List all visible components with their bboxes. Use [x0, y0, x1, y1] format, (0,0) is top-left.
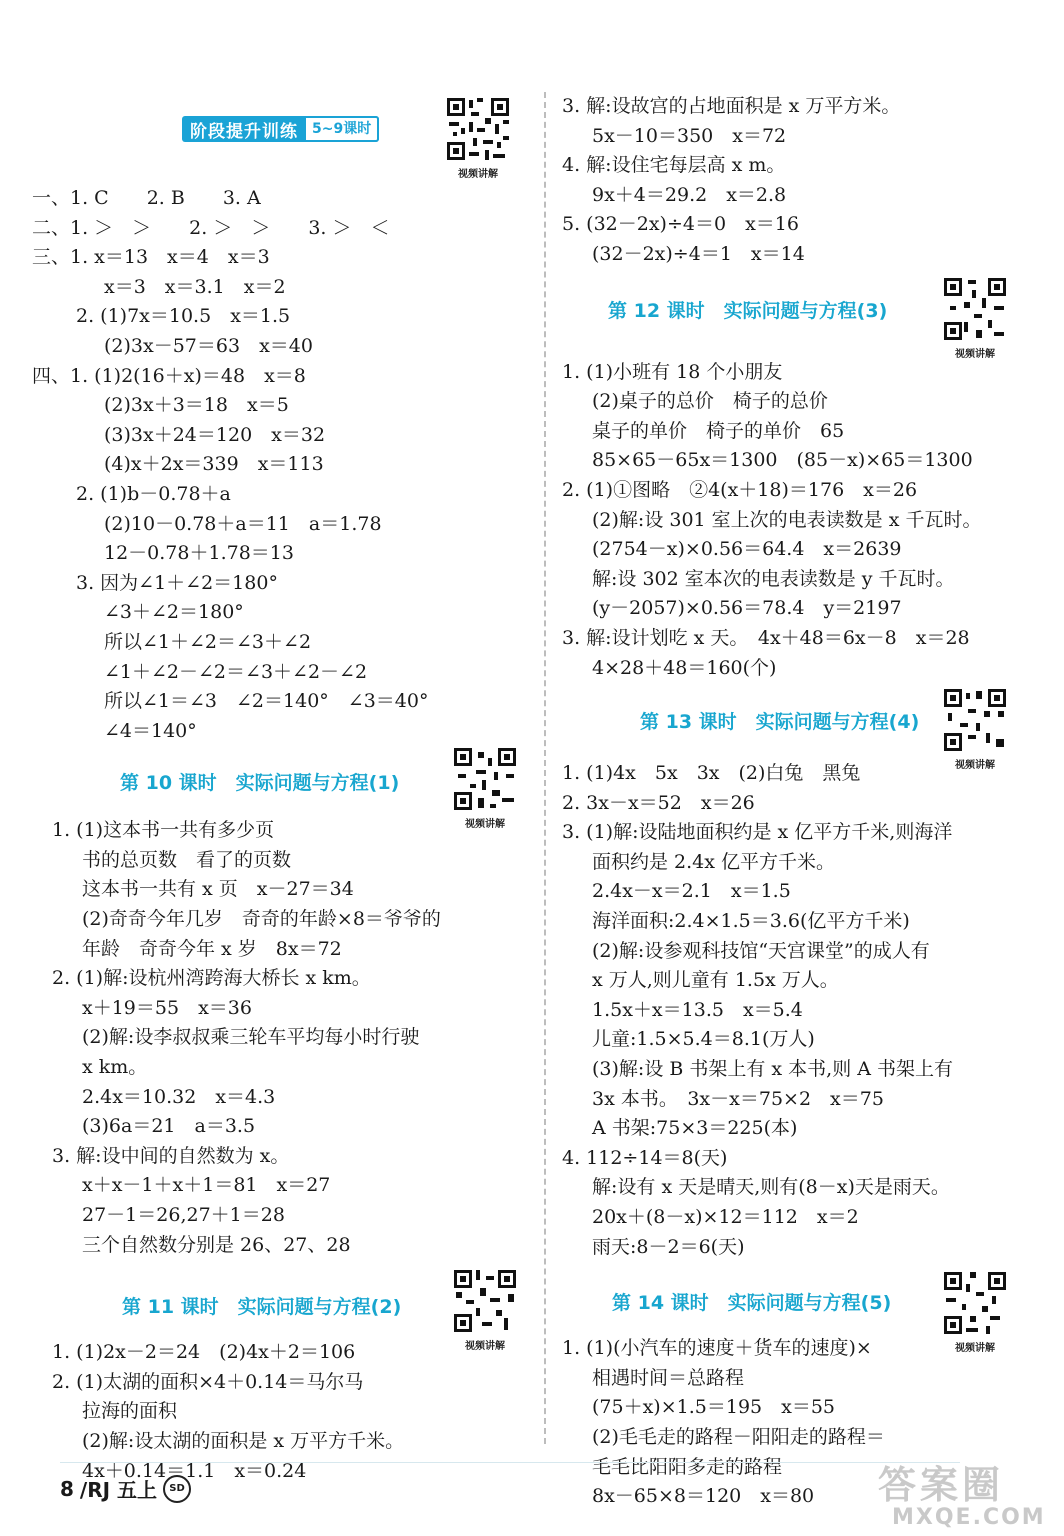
answer-line: (2)解:设李叔叔乘三轮车平均每小时行驶	[82, 1026, 420, 1049]
answer-line: 年龄 奇奇今年 x 岁 8x＝72	[82, 937, 342, 960]
answer-line: (2)桌子的总价 椅子的总价	[592, 390, 828, 413]
lesson-title: 第 12 课时 实际问题与方程(3)	[608, 299, 888, 322]
qr-icon	[942, 1270, 1008, 1336]
lesson-title: 第 14 课时 实际问题与方程(5)	[612, 1292, 892, 1315]
answer-line: 3. 因为∠1＋∠2＝180°	[76, 571, 278, 594]
qr-code-lesson-13[interactable]	[942, 687, 1008, 771]
qr-code-stage[interactable]	[445, 96, 511, 180]
answer-line: 3. 解:设故宫的占地面积是 x 万平方米。	[562, 95, 901, 117]
qr-icon	[445, 96, 511, 162]
answer-line: 2. 3x－x＝52 x＝26	[562, 791, 755, 814]
answer-line: 9x＋4＝29.2 x＝2.8	[592, 183, 787, 206]
answer-line: (2)奇奇今年几岁 奇奇的年龄×8＝爷爷的	[82, 908, 441, 931]
answer-line: 1. (1)2x－2＝24 (2)4x＋2＝106	[52, 1341, 356, 1364]
answer-line: 8x－65×8＝120 x＝80	[592, 1485, 815, 1508]
stage-banner	[182, 116, 379, 142]
column-divider	[544, 92, 546, 1444]
answer-line: (2)解:设太湖的面积是 x 万平方千米。	[82, 1429, 405, 1452]
bottom-rule	[60, 1462, 960, 1463]
answer-line: 3. 解:设计划吃 x 天。 4x＋48＝6x－8 x＝28	[562, 626, 970, 649]
answer-line: 4x＋0.14＝1.1 x＝0.24	[82, 1459, 307, 1482]
answer-line: (y－2057)×0.56＝78.4 y＝2197	[592, 597, 902, 620]
lesson-header	[562, 270, 1017, 360]
answer-line: ∠4＝140°	[104, 719, 197, 742]
stage-title: 阶段提升训练	[190, 121, 298, 142]
answer-line: 书的总页数 看了的页数	[82, 848, 292, 871]
watermark-title: 答案圈	[878, 1463, 1005, 1507]
answer-line: x km。	[82, 1056, 148, 1079]
stage-range: 5~9课时	[306, 116, 379, 142]
answer-line: 27－1＝26,27＋1＝28	[82, 1204, 285, 1226]
qr-code-lesson-11[interactable]	[452, 1268, 518, 1352]
answer-line: 1. (1)小班有 18 个小朋友	[562, 360, 783, 383]
watermark-url: MXQE.COM	[892, 1505, 1046, 1530]
answer-line: 海洋面积:2.4×1.5＝3.6(亿平方千米)	[592, 910, 910, 933]
answer-line: (3)6a＝21 a＝3.5	[82, 1115, 256, 1138]
answer-line: 儿童:1.5×5.4＝8.1(万人)	[592, 1028, 815, 1051]
qr-icon	[942, 687, 1008, 753]
answer-line: 3x 本书。 3x－x＝75×2 x＝75	[592, 1087, 884, 1110]
answer-line: (4)x＋2x＝339 x＝113	[104, 453, 324, 476]
answer-line: 1. (1)这本书一共有多少页	[52, 819, 275, 842]
answer-line: 3. (1)解:设陆地面积约是 x 亿平方千米,则海洋	[562, 821, 953, 844]
page-number: 8	[60, 1476, 74, 1501]
answer-line: 5x－10＝350 x＝72	[592, 124, 787, 147]
qr-icon	[942, 276, 1008, 342]
qr-icon	[452, 746, 518, 812]
qr-code-lesson-12[interactable]	[942, 276, 1008, 360]
answer-line: 这本书一共有 x 页 x－27＝34	[82, 878, 354, 901]
answer-line: 3. 解:设中间的自然数为 x。	[52, 1144, 290, 1167]
answer-line: x＝3 x＝3.1 x＝2	[104, 275, 286, 298]
answer-line: 4. 解:设住宅每层高 x m。	[562, 154, 786, 177]
answer-line: 2.4x－x＝2.1 x＝1.5	[592, 880, 791, 903]
answer-line: x 万人,则儿童有 1.5x 万人。	[592, 969, 839, 992]
answer-line: 相遇时间＝总路程	[592, 1366, 745, 1389]
answer-line: 2. (1)7x＝10.5 x＝1.5	[76, 305, 291, 328]
answer-line: (3)解:设 B 书架上有 x 本书,则 A 书架上有	[592, 1058, 953, 1081]
lesson-title: 第 11 课时 实际问题与方程(2)	[122, 1296, 402, 1319]
qr-caption: 视频讲解	[458, 169, 498, 180]
answer-line: 85×65－65x＝1300 (85－x)×65＝1300	[592, 449, 973, 472]
answer-line: 四、1. (1)2(16＋x)＝48 x＝8	[32, 364, 306, 387]
left-column	[32, 88, 530, 1486]
qr-caption: 视频讲解	[955, 348, 995, 360]
answer-line: 毛毛比阳阳多走的路程	[592, 1455, 783, 1478]
answer-line: 拉海的面积	[82, 1400, 178, 1423]
qr-caption: 视频讲解	[955, 1343, 995, 1355]
answer-line: 解:设 302 室本次的电表读数是 y 千瓦时。	[592, 567, 955, 590]
answer-line: 所以∠1＋∠2＝∠3＋∠2	[104, 630, 312, 653]
answer-line: 桌子的单价 椅子的单价 65	[592, 419, 845, 442]
edition-label: /RJ 五上	[79, 1478, 158, 1502]
answer-line: 面积约是 2.4x 亿平方千米。	[592, 850, 836, 873]
answer-line: (75＋x)×1.5＝195 x＝55	[592, 1396, 836, 1419]
answer-line: ∠3＋∠2＝180°	[104, 601, 244, 624]
page-footer	[60, 1474, 191, 1503]
answer-line: A 书架:75×3＝225(本)	[592, 1117, 798, 1140]
answer-line: x＋19＝55 x＝36	[82, 996, 252, 1019]
answer-line: 所以∠1＝∠3 ∠2＝140° ∠3＝40°	[104, 690, 429, 713]
answer-line: 1. (1)4x 5x 3x (2)白兔 黑兔	[562, 762, 861, 785]
qr-caption: 视频讲解	[465, 819, 505, 831]
answer-line: 4×28＋48＝160(个)	[592, 656, 777, 679]
answer-line: (32－2x)÷4＝1 x＝14	[592, 242, 805, 265]
answer-line: 雨天:8－2＝6(天)	[592, 1235, 745, 1258]
qr-code-lesson-14[interactable]	[942, 1270, 1008, 1354]
lesson-header	[562, 683, 1017, 772]
stage-header	[60, 88, 530, 184]
answer-line: 2. (1)太湖的面积×4＋0.14＝马尔马	[52, 1370, 364, 1393]
answer-line: 二、1. ＞ ＞ 2. ＞ ＞ 3. ＞ ＜	[32, 216, 390, 239]
qr-caption: 视频讲解	[955, 760, 995, 772]
lesson-title: 第 10 课时 实际问题与方程(1)	[120, 772, 400, 795]
answer-line: 5. (32－2x)÷4＝0 x＝16	[562, 213, 799, 236]
answer-line: x＋x－1＋x＋1＝81 x＝27	[82, 1174, 331, 1197]
answer-line: (2)3x＋3＝18 x＝5	[104, 394, 289, 417]
answer-line: 1.5x＋x＝13.5 x＝5.4	[592, 998, 803, 1021]
answer-line: 三个自然数分别是 26、27、28	[82, 1233, 351, 1256]
answer-line: 2. (1)①图略 ②4(x＋18)＝176 x＝26	[562, 478, 918, 501]
edition-badge: SD	[163, 1475, 191, 1503]
answer-line: 12－0.78＋1.78＝13	[104, 542, 294, 565]
answer-line: (2)解:设参观科技馆“天宫课堂”的成人有	[592, 939, 930, 962]
qr-caption: 视频讲解	[465, 1341, 505, 1353]
lesson-title: 第 13 课时 实际问题与方程(4)	[640, 711, 920, 734]
answer-line: ∠1＋∠2－∠2＝∠3＋∠2－∠2	[104, 660, 368, 683]
answer-line: (2)毛毛走的路程－阳阳走的路程＝	[592, 1425, 885, 1448]
answer-line: 2. (1)b－0.78＋a	[76, 482, 231, 505]
answer-line: (2)解:设 301 室上次的电表读数是 x 千瓦时。	[592, 508, 982, 531]
answer-line: 2.4x＝10.32 x＝4.3	[82, 1085, 276, 1108]
right-column	[562, 88, 1017, 1512]
watermark	[878, 1454, 1058, 1532]
qr-icon	[452, 1268, 518, 1334]
answer-line: 2. (1)解:设杭州湾跨海大桥长 x km。	[52, 967, 371, 990]
answer-line: 1. (1)(小汽车的速度＋货车的速度)×	[562, 1337, 872, 1360]
answer-line: 20x＋(8－x)×12＝112 x＝2	[592, 1206, 859, 1228]
answer-line: (3)3x＋24＝120 x＝32	[104, 423, 326, 446]
answer-line: 解:设有 x 天是晴天,则有(8－x)天是雨天。	[592, 1176, 950, 1199]
answer-line: (2)10－0.78＋a＝11 a＝1.78	[104, 512, 382, 535]
answer-line: 三、1. x＝13 x＝4 x＝3	[32, 246, 270, 269]
answer-line: 4. 112÷14＝8(天)	[562, 1146, 728, 1169]
answer-line: (2)3x－57＝63 x＝40	[104, 334, 313, 357]
answer-line: (2754－x)×0.56＝64.4 x＝2639	[592, 538, 902, 561]
qr-code-lesson-10[interactable]	[452, 746, 518, 830]
answer-line: 一、1. C 2. B 3. A	[32, 187, 261, 209]
